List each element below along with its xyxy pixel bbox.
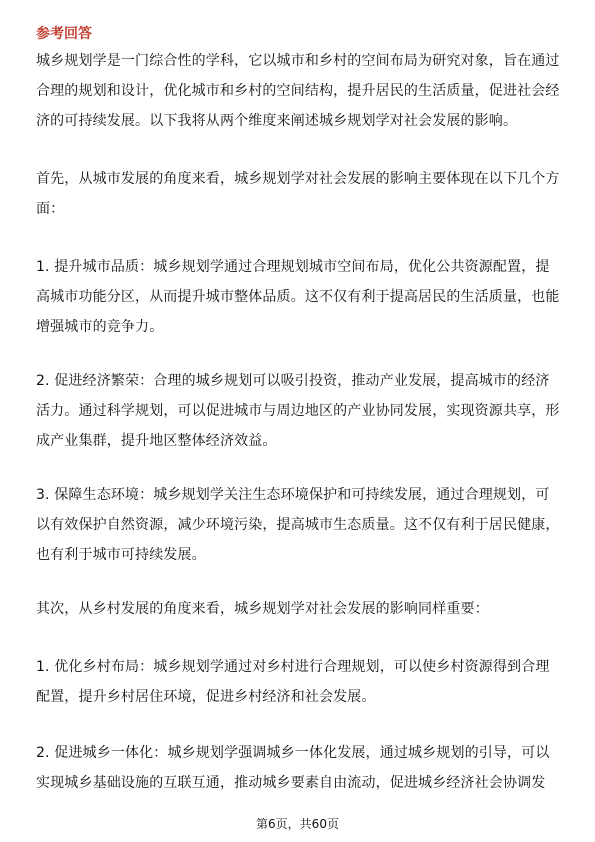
- rural-intro-paragraph: 其次，从乡村发展的角度来看，城乡规划学对社会发展的影响同样重要：: [36, 601, 489, 617]
- intro-paragraph: 城乡规划学是一门综合性的学科，它以城市和乡村的空间布局为研究对象，旨在通过合理的规划和设计，优化城市和乡村的空间结构，提升居民的生活质量，促进社会经济的可持续发展。以下我将从两个维度来阐述城乡规划学对社会发展的影响。: [36, 53, 560, 129]
- section-heading: 参考回答: [36, 26, 92, 42]
- urban-point-2: 2. 促进经济繁荣：合理的城乡规划可以吸引投资，推动产业发展，提高城市的经济活力。通过科学规划，可以促进城市与周边地区的产业协同发展，实现资源共享，形成产业集群，提升地区整体经济效益。: [36, 373, 560, 449]
- urban-point-3: 3. 保障生态环境：城乡规划学关注生态环境保护和可持续发展，通过合理规划，可以有效保护自然资源，减少环境污染，提高城市生态质量。这不仅有利于居民健康，也有利于城市可持续发展。: [36, 487, 560, 563]
- urban-intro-paragraph: 首先，从城市发展的角度来看，城乡规划学对社会发展的影响主要体现在以下几个方面：: [36, 171, 560, 217]
- page-number: 第6页，共60页: [256, 817, 339, 831]
- rural-point-1: 1. 优化乡村布局：城乡规划学通过对乡村进行合理规划，可以使乡村资源得到合理配置，提升乡村居住环境，促进乡村经济和社会发展。: [36, 659, 550, 705]
- urban-point-1: 1. 提升城市品质：城乡规划学通过合理规划城市空间布局，优化公共资源配置，提高城市功能分区，从而提升城市整体品质。这不仅有利于提高居民的生活质量，也能增强城市的竞争力。: [36, 259, 560, 335]
- rural-point-2: 2. 促进城乡一体化：城乡规划学强调城乡一体化发展，通过城乡规划的引导，可以实现城乡基础设施的互联互通，推动城乡要素自由流动，促进城乡经济社会协调发: [36, 745, 550, 791]
